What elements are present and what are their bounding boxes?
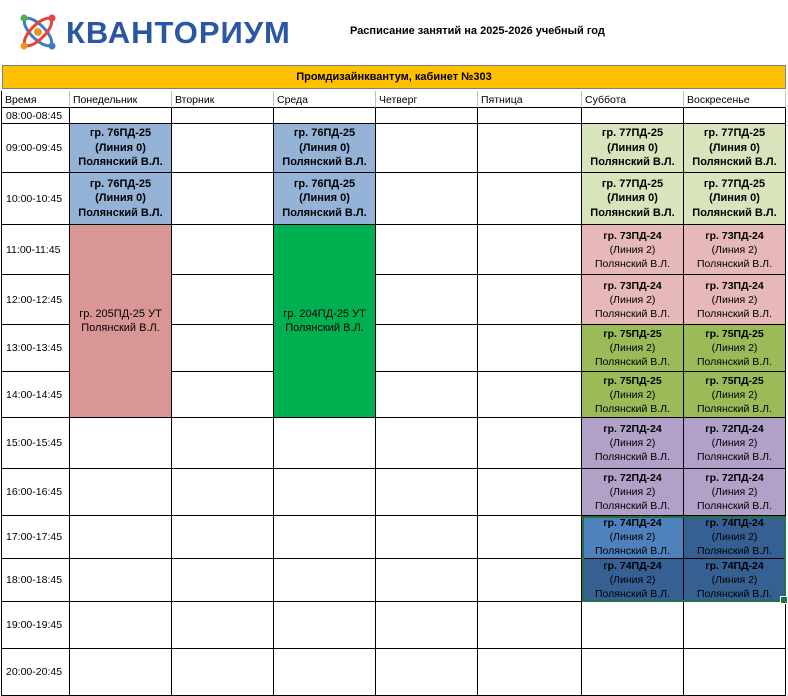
time-cell[interactable]: 15:00-15:45 [2, 418, 70, 469]
empty-cell[interactable] [172, 225, 274, 275]
empty-cell[interactable] [376, 275, 478, 325]
lesson-teacher: Полянский В.Л. [282, 206, 367, 219]
column-header[interactable]: Воскресенье [684, 91, 786, 108]
lesson-teacher: Полянский В.Л. [590, 206, 675, 219]
lesson-teacher: Полянский В.Л. [692, 206, 777, 219]
empty-cell[interactable] [274, 516, 376, 559]
column-header[interactable]: Понедельник [70, 91, 172, 108]
lesson-teacher: Полянский В.Л. [595, 500, 670, 512]
lesson-cell[interactable] [582, 418, 684, 469]
empty-cell[interactable] [582, 649, 684, 696]
lesson-line: (Линия 2) [609, 388, 656, 401]
lesson-cell[interactable] [582, 124, 684, 173]
lesson-group: гр. 75ПД-25 [705, 374, 764, 387]
lesson-teacher: Полянский В.Л. [595, 356, 670, 368]
lesson-cell[interactable] [582, 225, 684, 275]
lesson-group: гр. 76ПД-25 [293, 127, 356, 140]
empty-cell[interactable] [376, 372, 478, 418]
column-header[interactable]: Четверг [376, 91, 478, 108]
empty-cell[interactable] [478, 275, 582, 325]
lesson-line: (Линия 2) [609, 293, 656, 306]
lesson-teacher: Полянский В.Л. [697, 500, 772, 512]
fill-handle[interactable] [780, 596, 788, 604]
cabinet-banner[interactable]: Промдизайнквантум, кабинет №303 [2, 65, 786, 89]
empty-cell[interactable] [172, 372, 274, 418]
empty-cell[interactable] [582, 108, 684, 124]
empty-cell[interactable] [478, 108, 582, 124]
lesson-teacher: Полянский В.Л. [78, 156, 163, 169]
lesson-cell[interactable] [582, 173, 684, 225]
empty-cell[interactable] [478, 418, 582, 469]
empty-cell[interactable] [376, 108, 478, 124]
lesson-group: гр. 74ПД-24 [603, 517, 662, 529]
empty-cell[interactable] [376, 516, 478, 559]
lesson-group: гр. 76ПД-25 [293, 177, 356, 190]
lesson-group: гр. 77ПД-25 [601, 127, 664, 140]
empty-cell[interactable] [274, 418, 376, 469]
lesson-cell[interactable] [70, 124, 172, 173]
column-header[interactable]: Вторник [172, 91, 274, 108]
column-header[interactable]: Пятница [478, 91, 582, 108]
empty-cell[interactable] [478, 602, 582, 649]
empty-cell[interactable] [478, 559, 582, 602]
column-header[interactable]: Среда [274, 91, 376, 108]
empty-cell[interactable] [376, 225, 478, 275]
column-header[interactable]: Суббота [582, 91, 684, 108]
lesson-line: (Линия 0) [299, 141, 350, 154]
lesson-teacher: Полянский В.Л. [595, 402, 670, 415]
lesson-teacher: Полянский В.Л. [285, 322, 364, 334]
time-cell[interactable]: 16:00-16:45 [2, 469, 70, 516]
empty-cell[interactable] [478, 469, 582, 516]
lesson-teacher: Полянский В.Л. [697, 307, 772, 320]
empty-cell[interactable] [376, 469, 478, 516]
lesson-line: (Линия 0) [299, 192, 350, 205]
lesson-teacher: Полянский В.Л. [692, 156, 777, 169]
lesson-cell[interactable] [582, 559, 684, 602]
empty-cell[interactable] [172, 418, 274, 469]
empty-cell[interactable] [478, 225, 582, 275]
lesson-group: гр. 73ПД-24 [603, 279, 662, 292]
time-cell[interactable]: 10:00-10:45 [2, 173, 70, 225]
lesson-group: гр. 74ПД-24 [705, 560, 764, 572]
lesson-teacher: Полянский В.Л. [697, 588, 772, 600]
empty-cell[interactable] [376, 418, 478, 469]
lesson-group: гр. 77ПД-25 [703, 177, 766, 190]
lesson-group: гр. 75ПД-25 [603, 328, 662, 340]
lesson-cell[interactable] [582, 469, 684, 516]
lesson-group: гр. 73ПД-24 [705, 279, 764, 292]
lesson-group: гр. 76ПД-25 [89, 127, 152, 140]
lesson-group: гр. 73ПД-24 [705, 229, 764, 242]
lesson-teacher: Полянский В.Л. [81, 322, 160, 334]
lesson-line: (Линия 2) [711, 388, 758, 401]
empty-cell[interactable] [70, 649, 172, 696]
lesson-cell[interactable] [274, 173, 376, 225]
empty-cell[interactable] [274, 602, 376, 649]
empty-cell[interactable] [478, 124, 582, 173]
lesson-cell[interactable] [684, 225, 786, 275]
lesson-line: (Линия 2) [609, 574, 656, 586]
lesson-cell[interactable] [684, 418, 786, 469]
lesson-line: (Линия 2) [711, 243, 758, 256]
empty-cell[interactable] [478, 649, 582, 696]
lesson-line: (Линия 0) [607, 141, 658, 154]
lesson-teacher: Полянский В.Л. [282, 156, 367, 169]
lesson-group: гр. 72ПД-24 [603, 472, 662, 484]
empty-cell[interactable] [172, 173, 274, 225]
time-cell[interactable]: 08:00-08:45 [2, 108, 70, 124]
logo-text: КВАНТОРИУМ [66, 15, 291, 50]
empty-cell[interactable] [376, 649, 478, 696]
lesson-teacher: Полянский В.Л. [697, 356, 772, 368]
time-cell[interactable]: 20:00-20:45 [2, 649, 70, 696]
lesson-cell[interactable] [582, 372, 684, 418]
time-cell[interactable]: 09:00-09:45 [2, 124, 70, 173]
lesson-teacher: Полянский В.Л. [590, 156, 675, 169]
time-cell[interactable]: 12:00-12:45 [2, 275, 70, 325]
empty-cell[interactable] [376, 325, 478, 372]
lesson-line: (Линия 0) [709, 192, 760, 205]
lesson-teacher: Полянский В.Л. [595, 307, 670, 320]
lesson-line: (Линия 0) [95, 141, 146, 154]
empty-cell[interactable] [582, 602, 684, 649]
lesson-cell[interactable] [684, 516, 786, 559]
lesson-line: (Линия 2) [711, 437, 758, 449]
lesson-cell[interactable] [582, 325, 684, 372]
lesson-cell[interactable] [274, 124, 376, 173]
lesson-cell[interactable] [582, 275, 684, 325]
lesson-line: (Линия 0) [709, 141, 760, 154]
lesson-cell[interactable] [684, 124, 786, 173]
empty-cell[interactable] [70, 418, 172, 469]
lesson-cell[interactable] [70, 225, 172, 418]
lesson-cell[interactable] [684, 275, 786, 325]
lesson-group: гр. 76ПД-25 [89, 177, 152, 190]
empty-cell[interactable] [376, 124, 478, 173]
empty-cell[interactable] [70, 108, 172, 124]
lesson-group: гр. 77ПД-25 [601, 177, 664, 190]
lesson-group: гр. 72ПД-24 [705, 472, 764, 484]
empty-cell[interactable] [274, 469, 376, 516]
lesson-line: (Линия 0) [607, 192, 658, 205]
empty-cell[interactable] [478, 372, 582, 418]
lesson-group: гр. 74ПД-24 [705, 517, 764, 529]
lesson-line: (Линия 2) [609, 437, 656, 449]
empty-cell[interactable] [478, 516, 582, 559]
empty-cell[interactable] [70, 516, 172, 559]
time-cell[interactable]: 19:00-19:45 [2, 602, 70, 649]
lesson-teacher: Полянский В.Л. [595, 257, 670, 270]
lesson-line: (Линия 2) [609, 486, 656, 498]
time-cell[interactable]: 14:00-14:45 [2, 372, 70, 418]
time-cell[interactable]: 11:00-11:45 [2, 225, 70, 275]
lesson-cell[interactable] [684, 372, 786, 418]
empty-cell[interactable] [478, 173, 582, 225]
lesson-group: гр. 75ПД-25 [603, 374, 662, 387]
lesson-line: (Линия 2) [711, 293, 758, 306]
empty-cell[interactable] [172, 325, 274, 372]
empty-cell[interactable] [172, 649, 274, 696]
lesson-group: гр. 75ПД-25 [705, 328, 764, 340]
empty-cell[interactable] [70, 469, 172, 516]
lesson-cell[interactable] [684, 325, 786, 372]
time-cell[interactable]: 18:00-18:45 [2, 559, 70, 602]
empty-cell[interactable] [274, 559, 376, 602]
lesson-teacher: Полянский В.Л. [697, 545, 772, 557]
lesson-group: гр. 73ПД-24 [603, 229, 662, 242]
lesson-teacher: Полянский В.Л. [697, 451, 772, 463]
empty-cell[interactable] [376, 559, 478, 602]
lesson-group: гр. 74ПД-24 [603, 560, 662, 572]
lesson-line: (Линия 0) [95, 192, 146, 205]
lesson-cell[interactable] [582, 516, 684, 559]
lesson-teacher: Полянский В.Л. [595, 451, 670, 463]
empty-cell[interactable] [70, 559, 172, 602]
lesson-cell[interactable] [70, 173, 172, 225]
lesson-group: гр. 204ПД-25 УТ [283, 307, 366, 320]
lesson-cell[interactable] [684, 559, 786, 602]
lesson-group: гр. 77ПД-25 [703, 127, 766, 140]
lesson-group: гр. 72ПД-24 [603, 423, 662, 435]
lesson-line: (Линия 2) [711, 342, 758, 354]
empty-cell[interactable] [274, 649, 376, 696]
lesson-line: (Линия 2) [609, 243, 656, 256]
empty-cell[interactable] [478, 325, 582, 372]
lesson-line: (Линия 2) [711, 531, 758, 543]
schedule-title: Расписание занятий на 2025-2026 учебный год [350, 25, 605, 37]
empty-cell[interactable] [376, 173, 478, 225]
time-cell[interactable]: 13:00-13:45 [2, 325, 70, 372]
lesson-teacher: Полянский В.Л. [697, 257, 772, 270]
empty-cell[interactable] [172, 275, 274, 325]
empty-cell[interactable] [684, 602, 786, 649]
lesson-line: (Линия 2) [711, 486, 758, 498]
empty-cell[interactable] [274, 108, 376, 124]
empty-cell[interactable] [70, 602, 172, 649]
lesson-teacher: Полянский В.Л. [595, 588, 670, 600]
empty-cell[interactable] [172, 124, 274, 173]
lesson-group: гр. 205ПД-25 УТ [79, 307, 162, 320]
empty-cell[interactable] [172, 469, 274, 516]
lesson-teacher: Полянский В.Л. [78, 206, 163, 219]
lesson-teacher: Полянский В.Л. [697, 402, 772, 415]
time-cell[interactable]: 17:00-17:45 [2, 516, 70, 559]
empty-cell[interactable] [684, 649, 786, 696]
empty-cell[interactable] [172, 516, 274, 559]
column-header[interactable]: Время [2, 91, 70, 108]
lesson-line: (Линия 2) [711, 574, 758, 586]
lesson-line: (Линия 2) [609, 342, 656, 354]
empty-cell[interactable] [172, 559, 274, 602]
lesson-teacher: Полянский В.Л. [595, 545, 670, 557]
lesson-cell[interactable] [684, 173, 786, 225]
empty-cell[interactable] [172, 108, 274, 124]
empty-cell[interactable] [172, 602, 274, 649]
lesson-group: гр. 72ПД-24 [705, 423, 764, 435]
lesson-line: (Линия 2) [609, 531, 656, 543]
empty-cell[interactable] [684, 108, 786, 124]
lesson-cell[interactable] [684, 469, 786, 516]
lesson-cell[interactable] [274, 225, 376, 418]
empty-cell[interactable] [376, 602, 478, 649]
